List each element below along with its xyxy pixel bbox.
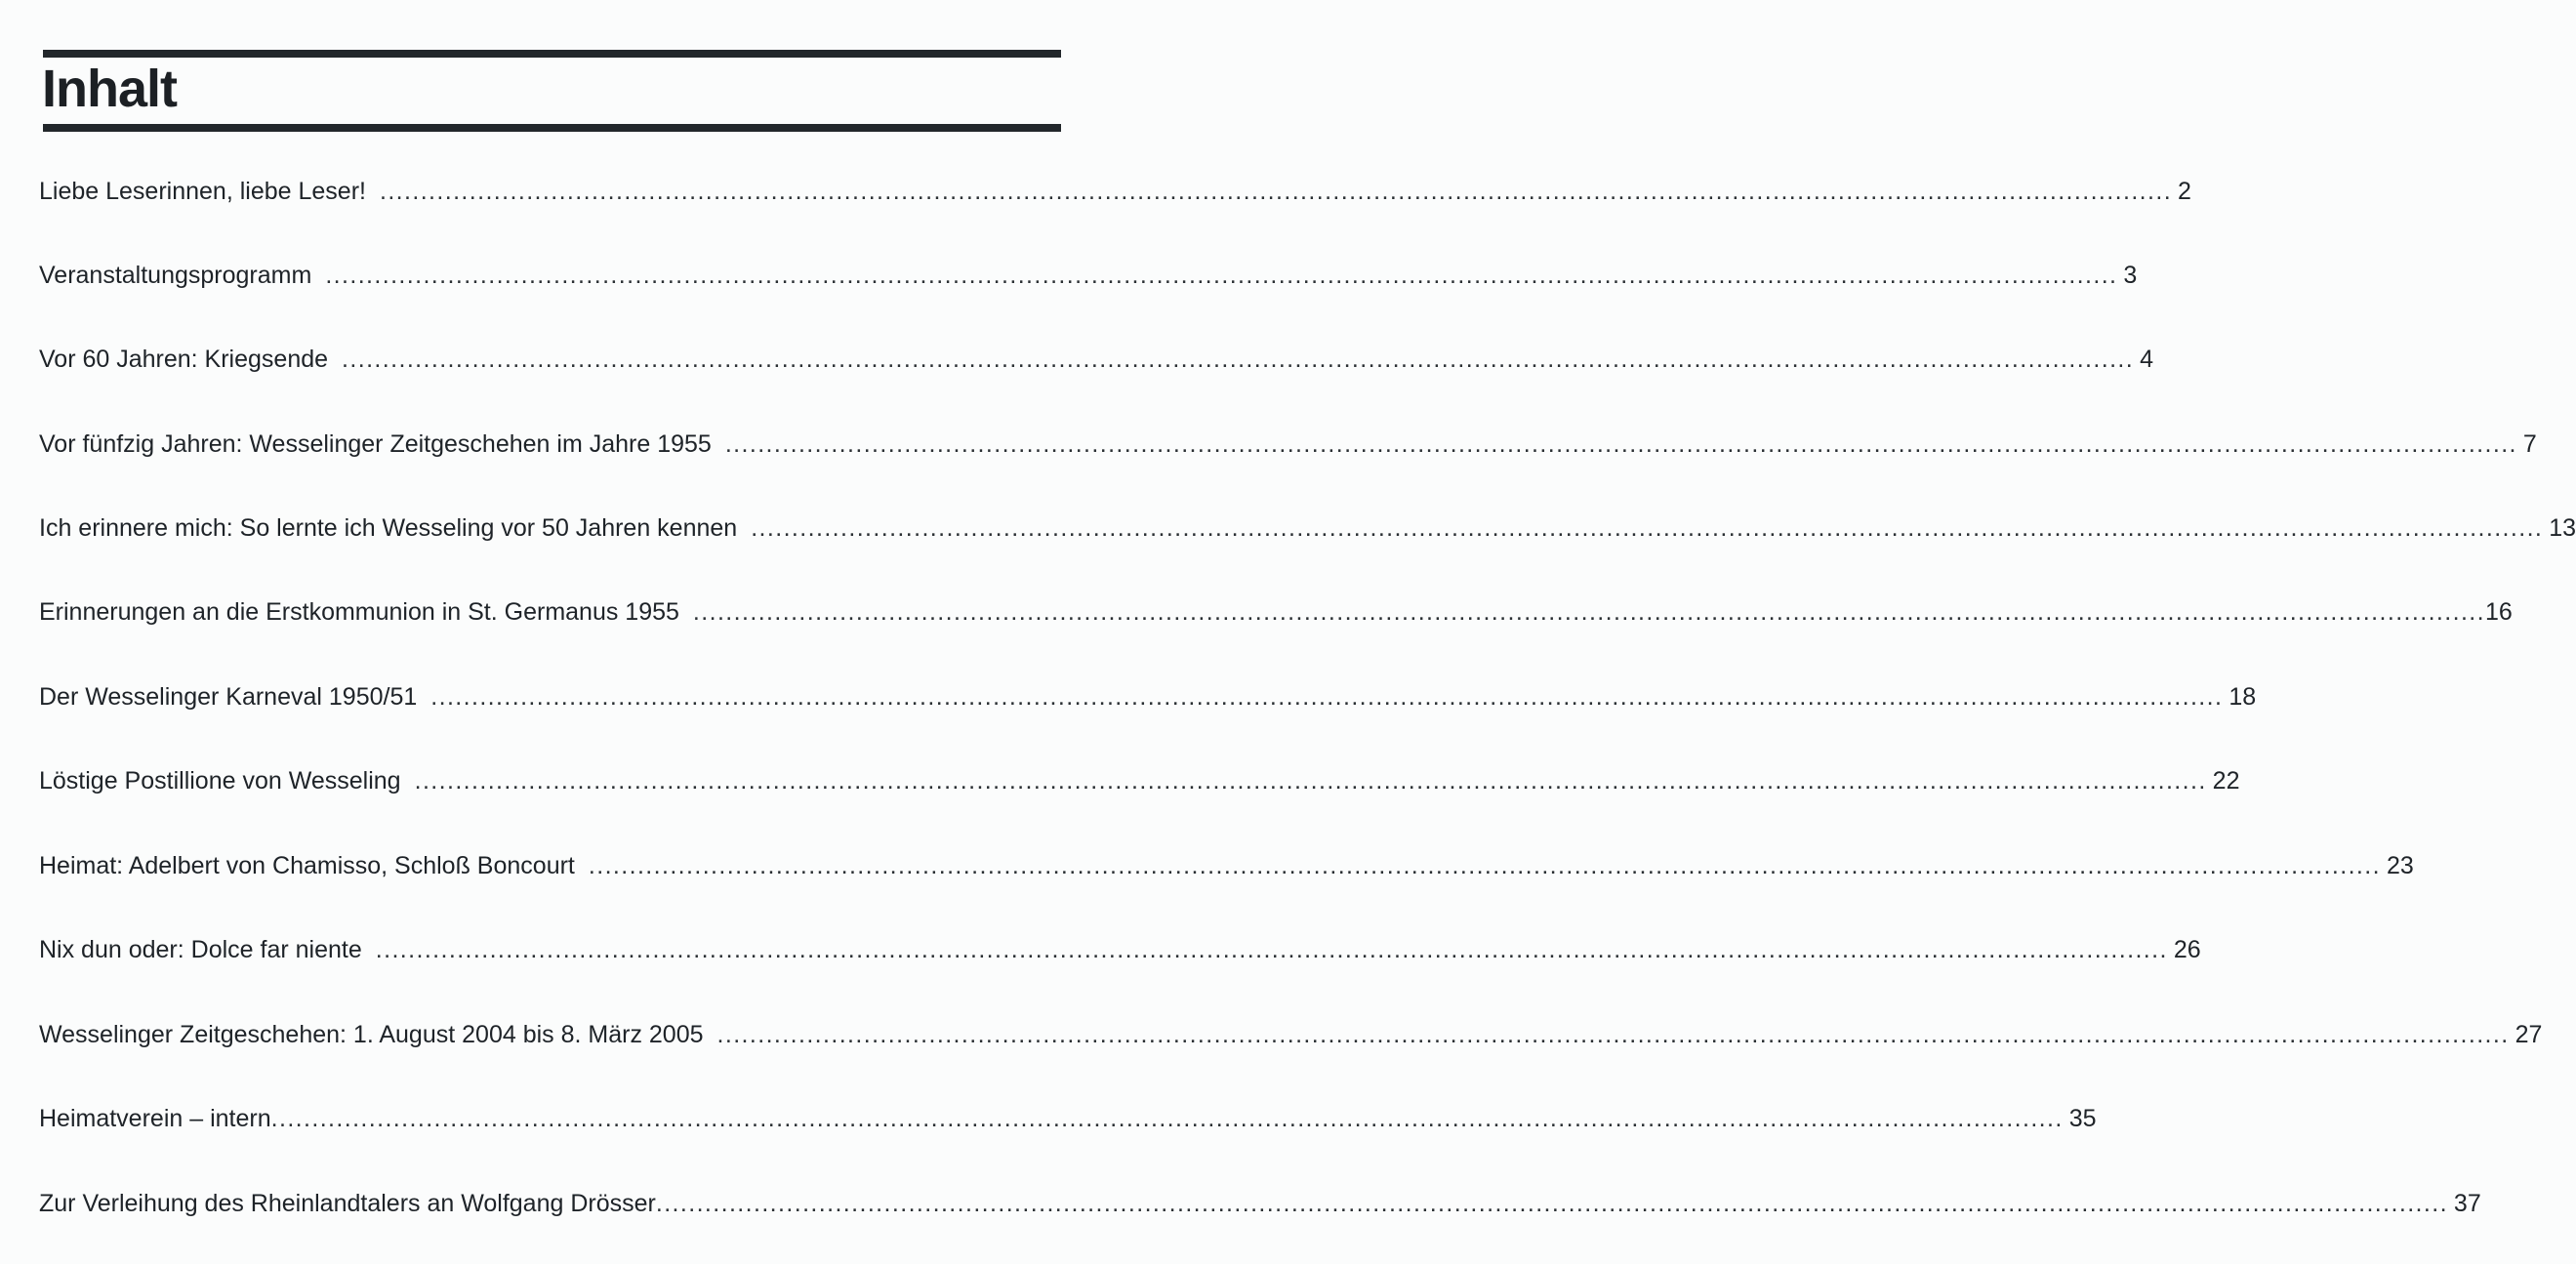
toc-entry-page: 16 — [2485, 598, 2513, 626]
toc-entry-title: Zur Verleihung des Rheinlandtalers an Wolfgang Drösser — [39, 1190, 656, 1217]
toc-entry-title: Heimat: Adelbert von Chamisso, Schloß Boncourt — [39, 852, 575, 879]
toc-entry-page: 22 — [2212, 767, 2240, 795]
toc-entry[interactable] — [39, 340, 2154, 379]
toc-entry-page: 2 — [2178, 178, 2191, 205]
toc-entry-page: 35 — [2068, 1105, 2097, 1132]
toc-entry[interactable] — [39, 846, 2414, 885]
toc-entry[interactable] — [39, 1099, 2097, 1138]
dot-leader: ............................................................................................................................................................................................................................ — [375, 936, 2168, 963]
toc-entry-title: Liebe Leserinnen, liebe Leser! — [39, 178, 366, 205]
toc-entry-page: 7 — [2522, 430, 2537, 458]
bottom-rule — [43, 124, 1061, 132]
dot-leader: ............................................................................................................................................................................................................................ — [692, 598, 2485, 626]
page-title: Inhalt — [42, 60, 177, 118]
toc-entry-title: Löstige Postillione von Wesseling — [39, 767, 401, 795]
toc-entry-title: Der Wesselinger Karneval 1950/51 — [39, 683, 418, 711]
toc-entry-title: Vor 60 Jahren: Kriegsende — [39, 346, 329, 373]
toc-entry-title: Ich erinnere mich: So lernte ich Wesseling vor 50 Jahren kennen — [39, 514, 738, 542]
toc-entry-page: 4 — [2140, 346, 2154, 373]
toc-entry[interactable] — [39, 930, 2201, 969]
dot-leader: ............................................................................................................................................................................................................................ — [342, 346, 2135, 373]
dot-leader: ............................................................................................................................................................................................................................ — [414, 767, 2207, 795]
toc-entry[interactable] — [39, 677, 2257, 716]
dot-leader: ............................................................................................................................................................................................................................ — [379, 178, 2173, 205]
top-rule — [43, 50, 1061, 58]
toc-entry-page: 3 — [2123, 262, 2138, 289]
toc-entry-title: Vor fünfzig Jahren: Wesselinger Zeitgeschehen im Jahre 1955 — [39, 430, 712, 458]
toc-entry-page: 26 — [2173, 936, 2201, 963]
toc-entry-title: Nix dun oder: Dolce far niente — [39, 936, 362, 963]
toc-entry[interactable] — [39, 1015, 2543, 1054]
toc-entry-page: 27 — [2515, 1021, 2543, 1048]
dot-leader: ............................................................................................................................................................................................................................ — [588, 852, 2381, 879]
dot-leader: ............................................................................................................................................................................................................................ — [751, 514, 2544, 542]
toc-entry[interactable] — [39, 425, 2537, 464]
dot-leader: ............................................................................................................................................................................................................................ — [716, 1021, 2510, 1048]
toc-entry-title: Veranstaltungsprogramm — [39, 262, 312, 289]
dot-leader: ............................................................................................................................................................................................................................ — [430, 683, 2224, 711]
dot-leader: ............................................................................................................................................................................................................................ — [270, 1105, 2064, 1132]
toc-entry[interactable] — [39, 592, 2513, 632]
toc-entry[interactable] — [39, 1184, 2481, 1223]
toc-entry[interactable] — [39, 256, 2138, 295]
dot-leader: ............................................................................................................................................................................................................................ — [325, 262, 2118, 289]
toc-entry-page: 37 — [2453, 1190, 2481, 1217]
toc-entry-title: Heimatverein – intern — [39, 1105, 271, 1132]
toc-entry-page: 23 — [2386, 852, 2414, 879]
toc-entry-title: Erinnerungen an die Erstkommunion in St. Germanus 1955 — [39, 598, 679, 626]
toc-entry[interactable] — [39, 172, 2191, 211]
toc-entry[interactable] — [39, 509, 2576, 548]
toc-entry-title: Wesselinger Zeitgeschehen: 1. August 2004 bis 8. März 2005 — [39, 1021, 704, 1048]
dot-leader: ............................................................................................................................................................................................................................ — [655, 1190, 2448, 1217]
toc-entry[interactable] — [39, 761, 2240, 800]
toc-entry-page: 18 — [2228, 683, 2257, 711]
dot-leader: ............................................................................................................................................................................................................................ — [724, 430, 2517, 458]
toc-entry-page: 13 — [2549, 514, 2576, 542]
